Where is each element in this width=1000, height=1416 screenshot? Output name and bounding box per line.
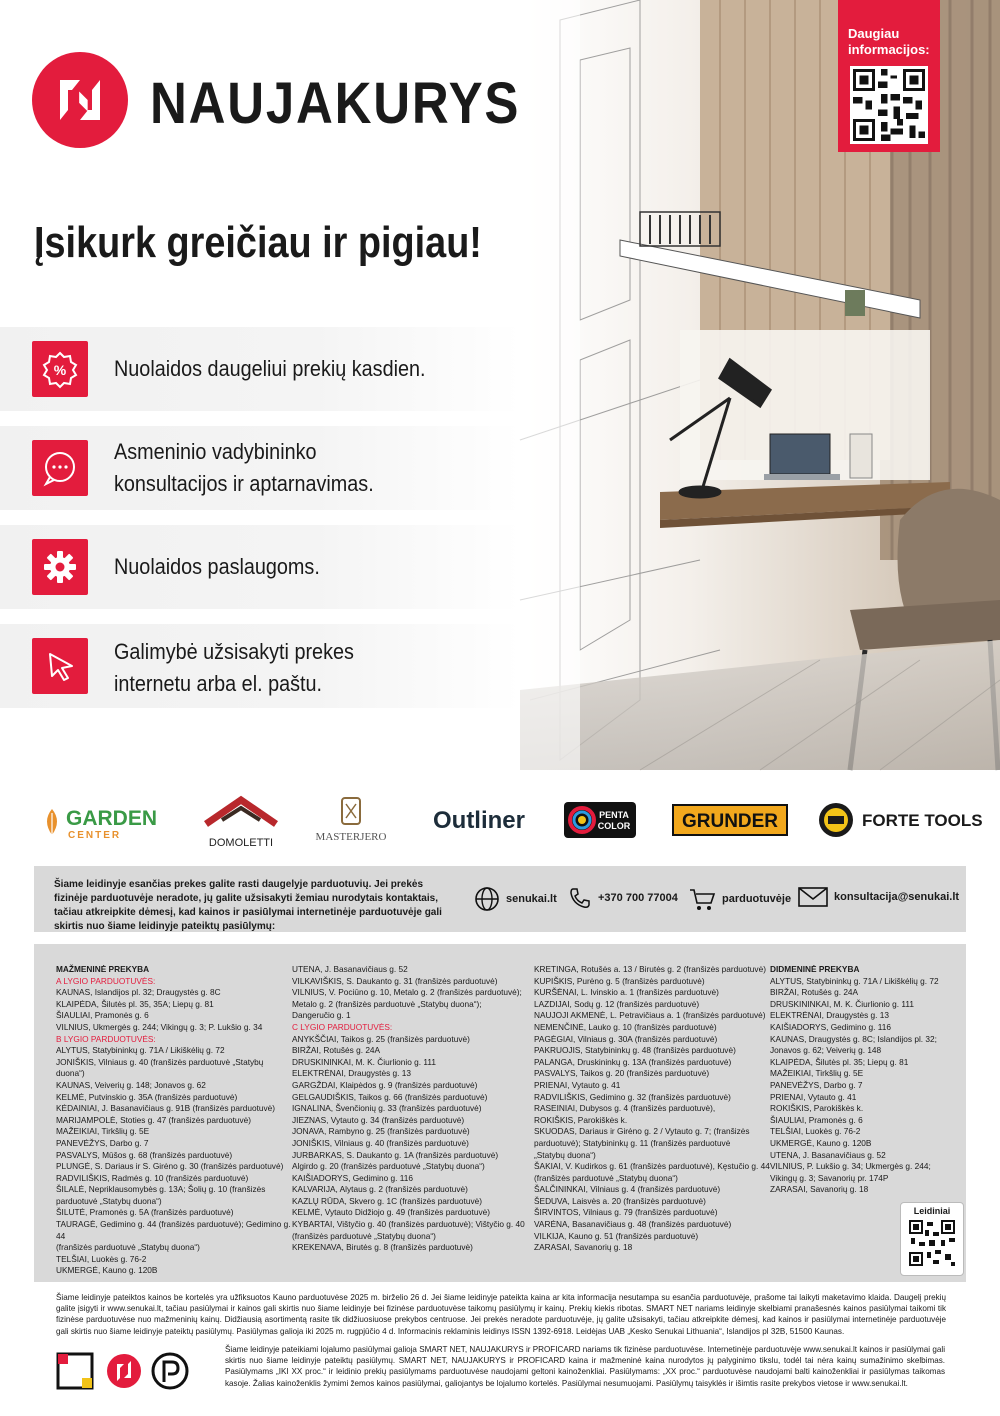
feature-text-line1: Asmeninio vadybininko — [114, 439, 317, 464]
website-text: senukai.lt — [506, 893, 557, 905]
color-text: COLOR — [597, 821, 631, 831]
feature-order-online — [0, 624, 520, 708]
store-address: PASVALYS, Taikos g. 20 (franšizės parduotuvė) — [534, 1068, 710, 1079]
feature-text-line2: konsultacijos ir aptarnavimas. — [114, 471, 374, 496]
chat-bubble-icon — [32, 440, 88, 496]
penta-text: PENTA — [599, 810, 629, 820]
smart-net-logo-icon — [58, 1354, 92, 1388]
store-address: ZARASAI, Savanorių g. 18 — [770, 1184, 869, 1195]
store-address: TAURAGĖ, Gedimino g. 44 (franšizės parduotuvė); Gedimino g. 44 — [56, 1219, 291, 1241]
store-column-4 — [770, 964, 940, 1196]
naujakurys-logo-icon — [32, 52, 128, 148]
feature-discounts-daily — [0, 327, 520, 411]
store-address: GELGAUDIŠKIS, Taikos g. 66 (franšizės parduotuvė) — [292, 1091, 488, 1102]
store-address: SKUODAS, Dariaus ir Girėno g. 2 / Vytauto g. 7; (franšizės — [534, 1126, 750, 1137]
domoletti-logo — [196, 780, 286, 860]
domoletti-text: DOMOLETTI — [208, 837, 274, 849]
store-address: PAKRUOJIS, Statybininkų g. 48 (franšizės parduotuvė) — [534, 1045, 736, 1056]
store-address: Algirdo g. 20 (franšizės parduotuvė „Statybų duona“) — [292, 1161, 485, 1172]
masterjero-logo — [306, 780, 396, 860]
store-address: LAZDIJAI, Sodų g. 12 (franšizės parduotuvė) — [534, 998, 700, 1009]
store-address: VILNIUS, V. Pociūno g. 10, Metalo g. 2 (franšizės parduotuvė); — [292, 987, 522, 998]
store-address: JONIŠKIS, Vilniaus g. 40 (franšizės parduotuvė „Statybų duona“) — [56, 1056, 264, 1079]
store-address: ALYTUS, Statybininkų g. 71A / Likiškėlių g. 72 — [770, 975, 939, 986]
store-section-heading: MAŽMENINĖ PREKYBA — [56, 964, 150, 974]
center-text: CENTER — [68, 830, 122, 841]
store-address: VILKAVIŠKIS, S. Daukanto g. 31 (franšizės parduotuvė) — [292, 975, 498, 986]
grunder-text: GRUNDER — [681, 811, 779, 832]
disclaimer: Šiame leidinyje pateiktos kainos be kortelės yra užfiksuotos Kauno parduotuvėse 2025 m. birželio 26 d. Jei šiame leidinyje pateikta kaina ar kita informacija nesutampa su esančia parduotuvėje, prašome tai laikyti maketavimo klaida. Daugelį prekių galite įsigyti ir www.senukai.lt, tačiau pasiūlymai ir kainos gali skirtis nuo šiame leidinyje bei fizinėse parduotuvėse taikomų pasiūlymų ir kainų. Prekių kiekis ribotas. SMART NET nariams leidinyje skelbiami pranašesnės kainos pasiūlymai taikomi tik fizinėse parduotuvėse nuo mažmeninių kainų. Didžiausią asortimentą rasite tik didžiuosiuose prekybos centruose. Jei prekės neradote parduotuvėje, jų galite užsisakyti, tačiau atkreipkite dėmesį, kad kainos ir pasiūlymai internetinėje parduotuvėje gali skirtis nuo šiame leidinyje pateiktų pasiūlymų. Pasiūlymas galioja iki 2025 m. rugpjūčio 4 d. Informacinis reklaminis leidinys ISSN 1392-6918. Leidėjas UAB „Kesko Senukai Lithuania“, Islandijos pl 32B, 51500 Kaunas. — [56, 1293, 946, 1336]
website-link[interactable] — [474, 886, 557, 912]
store-address: KAIŠIADORYS, Gedimino g. 116 — [292, 1172, 413, 1183]
store-address: PALANGA, Druskininkų g. 13A (franšizės parduotuvė) — [534, 1056, 732, 1067]
penta-color-logo — [564, 780, 638, 860]
proficard-logo-icon — [153, 1354, 187, 1388]
store-address: ANYKŠČIAI, Taikos g. 25 (franšizės parduotuvė) — [292, 1033, 470, 1044]
store-column-3 — [534, 964, 770, 1254]
store-address: VILNIUS, P. Lukšio g. 34; Ukmergės g. 244; — [770, 1161, 931, 1172]
store-address: UTENA, J. Basanavičiaus g. 52 — [770, 1149, 886, 1160]
store-address: PLUNGĖ, S. Dariaus ir S. Girėno g. 30 (franšizės parduotuvė) — [56, 1161, 284, 1172]
store-address: KALVARIJA, Alytaus g. 2 (franšizės parduotuvė) — [292, 1184, 468, 1195]
qr-code-icon — [850, 66, 928, 144]
store-address: MARIJAMPOLĖ, Stoties g. 47 (franšizės parduotuvė) — [56, 1114, 252, 1125]
store-address: PRIENAI, Vytauto g. 41 — [770, 1091, 857, 1102]
headline: Įsikurk greičiau ir pigiau! — [34, 218, 482, 267]
store-address: DRUSKININKAI, M. K. Čiurlionio g. 111 — [292, 1056, 437, 1067]
store-address: JONAVA, Rambyno g. 25 (franšizės parduotuvė) — [292, 1126, 470, 1137]
partner-brands-row — [0, 780, 1000, 860]
garden-text: GARDEN — [66, 807, 158, 830]
store-section-heading: DIDMENINĖ PREKYBA — [770, 964, 860, 974]
store-address: NAUJOJI AKMENĖ, L. Petravičiaus a. 1 (franšizės parduotuvė) — [534, 1010, 766, 1021]
store-address: RASEINIAI, Dubysos g. 4 (franšizės parduotuvė), — [534, 1103, 716, 1114]
store-address: UKMERGĖ, Kauno g. 120B — [770, 1137, 872, 1148]
store-address: TELŠIAI, Luokės g. 76-2 — [770, 1126, 861, 1137]
store-address: KĖDAINIAI, J. Basanavičiaus g. 91B (franšizės parduotuvė) — [56, 1103, 276, 1114]
phone-icon — [568, 886, 592, 910]
store-tier-heading: B LYGIO PARDUOTUVĖS: — [56, 1033, 156, 1044]
store-address: NEMENČINĖ, Lauko g. 10 (franšizės parduotuvė) — [534, 1021, 717, 1032]
store-address: KAUNAS, Veiverių g. 148; Jonavos g. 62 — [56, 1079, 206, 1090]
store-address: ŠEDUVA, Laisvės a. 20 (franšizės parduotuvė) — [534, 1195, 706, 1206]
store-address: PASVALYS, Mūšos g. 68 (franšizės parduotuvė) — [56, 1149, 233, 1160]
qr-code-icon — [907, 1218, 957, 1268]
store-address: ŠIAULIAI, Pramonės g. 6 — [770, 1114, 863, 1125]
store-address: ŠILALĖ, Nepriklausomybės g. 13A; Šolių g. 10 (franšizės — [56, 1184, 266, 1195]
feature-service-discounts — [0, 525, 520, 609]
store-address: RADVILIŠKIS, Gedimino g. 32 (franšizės parduotuvė) — [534, 1091, 731, 1102]
store-address: VILNIUS, Ukmergės g. 244; Vikingų g. 3; P. Lukšio g. 34 — [56, 1021, 263, 1032]
percent-badge-icon — [32, 341, 88, 397]
store-address: IGNALINA, Švenčionių g. 33 (franšizės parduotuvė) — [292, 1103, 482, 1114]
store-address: UKMERGĖ, Kauno g. 120B — [56, 1265, 158, 1276]
store-address: DRUSKININKAI, M. K. Čiurlionio g. 111 — [770, 998, 915, 1009]
store-address: KLAIPĖDA, Šilutės pl. 35, 35A; Liepų g. 81 — [56, 998, 214, 1009]
info-bar — [34, 866, 966, 932]
store-address: ROKIŠKIS, Parokiškės k. — [770, 1103, 864, 1114]
leidiniai-qr[interactable] — [900, 1202, 964, 1276]
store-address: parduotuvė „Statybų duona“) — [56, 1195, 162, 1206]
outliner-text: Outliner — [432, 807, 526, 834]
feature-text-line1: Galimybė užsisakyti prekes — [114, 639, 354, 664]
naujakurys-small-logo-icon — [107, 1354, 141, 1388]
loyalty-logos — [56, 1350, 216, 1394]
store-address: ELEKTRĖNAI, Draugystės g. 13 — [770, 1010, 889, 1021]
store-address: ŠIRVINTOS, Vilniaus g. 79 (franšizės parduotuvė) — [534, 1207, 718, 1218]
store-address: RADVILIŠKIS, Radmės g. 10 (franšizės parduotuvė) — [56, 1172, 249, 1183]
store-address: ŠAKIAI, V. Kudirkos g. 61 (franšizės parduotuvė), Kęstučio g. 44 — [534, 1161, 770, 1172]
store-address: PANEVĖŽYS, Darbo g. 7 — [770, 1079, 863, 1090]
gear-icon — [32, 539, 88, 595]
store-address: VILKIJA, Kauno g. 51 (franšizės parduotuvė) — [534, 1230, 699, 1241]
store-address: ELEKTRĖNAI, Draugystės g. 13 — [292, 1068, 411, 1079]
store-address: Jonavos g. 62; Veiverių g. 148 — [770, 1045, 882, 1056]
store-address: KYBARTAI, Vištyčio g. 40 (franšizės parduotuvė); Vištyčio g. 40 — [292, 1219, 525, 1230]
feature-personal-manager — [0, 426, 520, 510]
store-address: KAUNAS, Draugystės g. 8C; Islandijos pl. 32; — [770, 1033, 937, 1044]
store-address: KURŠĖNAI, L. Ivinskio a. 1 (franšizės parduotuvė) — [534, 987, 719, 998]
store-address: TELŠIAI, Luokės g. 76-2 — [56, 1253, 147, 1264]
store-address: PAGĖGIAI, Vilniaus g. 30A (franšizės parduotuvė) — [534, 1033, 718, 1044]
store-address: KAZLŲ RŪDA, Skvero g. 1C (franšizės parduotuvė) — [292, 1195, 482, 1206]
store-address: KLAIPĖDA, Šilutės pl. 35; Liepų g. 81 — [770, 1056, 909, 1067]
email-text: konsultacija@senukai.lt — [834, 891, 960, 903]
store-address: BIRŽAI, Rotušės g. 24A — [292, 1045, 381, 1056]
store-address: JIEZNAS, Vytauto g. 34 (franšizės parduotuvė) — [292, 1114, 465, 1125]
leidiniai-label: Leidiniai — [913, 1206, 951, 1216]
grunder-logo — [672, 780, 788, 860]
store-address: JONIŠKIS, Vilniaus g. 40 (franšizės parduotuvė) — [292, 1137, 469, 1148]
store-address: KELMĖ, Vytauto Didžiojo g. 49 (franšizės parduotuvė) — [292, 1207, 490, 1218]
store-column-2 — [292, 964, 528, 1254]
cart-icon — [688, 886, 716, 912]
brand-name: NAUJAKURYS — [150, 71, 521, 136]
globe-icon — [474, 886, 500, 912]
masterjero-text: MASTERJERO — [315, 831, 387, 843]
store-address: KELMĖ, Putvinskio g. 35A (franšizės parduotuvė) — [56, 1091, 238, 1102]
store-address: ŠIAULIAI, Pramonės g. 6 — [56, 1010, 149, 1021]
forte-tools-text: FORTE TOOLS — [862, 811, 983, 830]
store-address: VARĖNA, Basanavičiaus g. 48 (franšizės parduotuvė) — [534, 1219, 732, 1230]
store-address: UTENA, J. Basanavičiaus g. 52 — [292, 964, 408, 974]
qr-label: Daugiau informacijos: — [848, 26, 930, 57]
disclaimer-loyalty: Šiame leidinyje pateikiami lojalumo pasiūlymai galioja SMART NET, NAUJAKURYS ir PROFICARD nariams tik fizinėse parduotuvėse. Internetinėje parduotuvėje www.senukai.lt kainos ir pasiūlymai gali skirtis nuo šiame leidinyje pateiktų pasiūlymų. SMART NET, NAUJAKURYS ir PROFICARD kaina ir mažmeninė kaina nurodytos jų palyginimo tikslu, todėl tai nėra kainų sumažinimo skelbimas. Pasiūlymams „IKI XX proc.“ ir leidinio prekių pasiūlymams parduotuvėse naudojami geltoni kainoženkliai. Pasiūlymams: „XX proc.“ parduotuvėse naudojami balti kainoženkliai ir pasiūlymas taikomas kasoje. Žalias kainoženklis žymimi žemos kainos pasiūlymai, galiojantys be lojalumo kortelės. Pasiūlymai nesumuojami. Pasiūlymų taisyklės ir išimtis rasite prekybos vietose ir www.senukai.lt. — [225, 1345, 945, 1388]
store-address: Vikingų g. 3; Savanorių pr. 174P — [770, 1172, 889, 1183]
store-address: ALYTUS, Statybininkų g. 71A / Likiškėlių g. 72 — [56, 1045, 225, 1056]
phone-text: +370 700 77004 — [598, 892, 678, 904]
info-text: Šiame leidinyje esančias prekes galite rasti daugelyje parduotuvių. Jei prekės fizinėje parduotuvėje neradote, jų galite užsisakyti žemiau nurodytais kontaktais, tačiau atkreipkite dėmesį, kad kainos ir pasiūlymai internetinėje parduotuvėje gali skirtis nuo šiame leidinyje pateiktų pasiūlymų: — [54, 879, 442, 932]
garden-center-logo — [40, 780, 170, 860]
store-address: PANEVĖŽYS, Darbo g. 7 — [56, 1137, 149, 1148]
store-address: KAIŠIADORYS, Gedimino g. 116 — [770, 1021, 891, 1032]
svg-text:%: % — [53, 362, 67, 378]
store-address: PRIENAI, Vytauto g. 41 — [534, 1079, 621, 1090]
store-address: ŠILUTĖ, Pramonės g. 5A (franšizės parduotuvė) — [56, 1207, 234, 1218]
feature-text: Nuolaidos daugeliui prekių kasdien. — [114, 356, 426, 381]
stores-link[interactable] — [688, 886, 791, 912]
store-address: „Statybų duona“) — [534, 1149, 596, 1160]
forte-tools-logo — [816, 780, 983, 860]
store-address: MAŽEIKIAI, Tirkšlių g. 5E — [770, 1068, 864, 1079]
phone-link[interactable] — [568, 886, 678, 910]
store-address: Metalo g. 2 (franšizės parduotuvė „Statybų duona“); — [292, 998, 482, 1009]
more-info-qr-box[interactable] — [838, 0, 940, 152]
store-address: GARGŽDAI, Klaipėdos g. 9 (franšizės parduotuvė) — [292, 1079, 478, 1090]
store-address: MAŽEIKIAI, Tirkšlių g. 5E — [56, 1126, 150, 1137]
cursor-icon — [32, 638, 88, 694]
store-address: ZARASAI, Savanorių g. 18 — [534, 1242, 633, 1253]
store-address: BIRŽAI, Rotušės g. 24A — [770, 987, 859, 998]
store-address: KUPIŠKIS, Purėno g. 5 (franšizės parduotuvė) — [534, 975, 705, 986]
store-column-1 — [56, 964, 292, 1277]
store-address: Dangeručio g. 1 — [292, 1010, 351, 1021]
store-tier-heading: C LYGIO PARDUOTUVĖS: — [292, 1021, 393, 1032]
envelope-icon — [798, 886, 828, 908]
store-tier-heading: A LYGIO PARDUOTUVĖS: — [56, 975, 156, 986]
stores-text: parduotuvėje — [722, 893, 792, 905]
store-address: (franšizės parduotuvė „Statybų duona“) — [56, 1242, 200, 1253]
email-link[interactable] — [798, 886, 959, 908]
store-address: KRETINGA, Rotušės a. 13 / Birutės g. 2 (franšizės parduotuvė) — [534, 964, 766, 974]
store-address: (franšizės parduotuvė „Statybų duona“) — [534, 1172, 678, 1183]
store-address: JURBARKAS, S. Daukanto g. 1A (franšizės parduotuvė) — [292, 1149, 499, 1160]
store-address: KREKENAVA, Birutės g. 8 (franšizės parduotuvė) — [292, 1242, 473, 1253]
store-address: ŠALČININKAI, Vilniaus g. 4 (franšizės parduotuvė) — [534, 1184, 721, 1195]
store-address: parduotuvė); Statybininkų g. 11 (franšizės parduotuvė — [534, 1137, 731, 1148]
store-address: KAUNAS, Islandijos pl. 32; Draugystės g. 8C — [56, 987, 221, 998]
store-address: (franšizės parduotuvė „Statybų duona“) — [292, 1230, 436, 1241]
store-address: ROKIŠKIS, Parokiškės k. — [534, 1114, 628, 1125]
store-list — [34, 944, 966, 1282]
feature-text: Nuolaidos paslaugoms. — [114, 554, 320, 579]
outliner-logo — [424, 780, 534, 860]
feature-text-line2: internetu arba el. paštu. — [114, 671, 323, 696]
